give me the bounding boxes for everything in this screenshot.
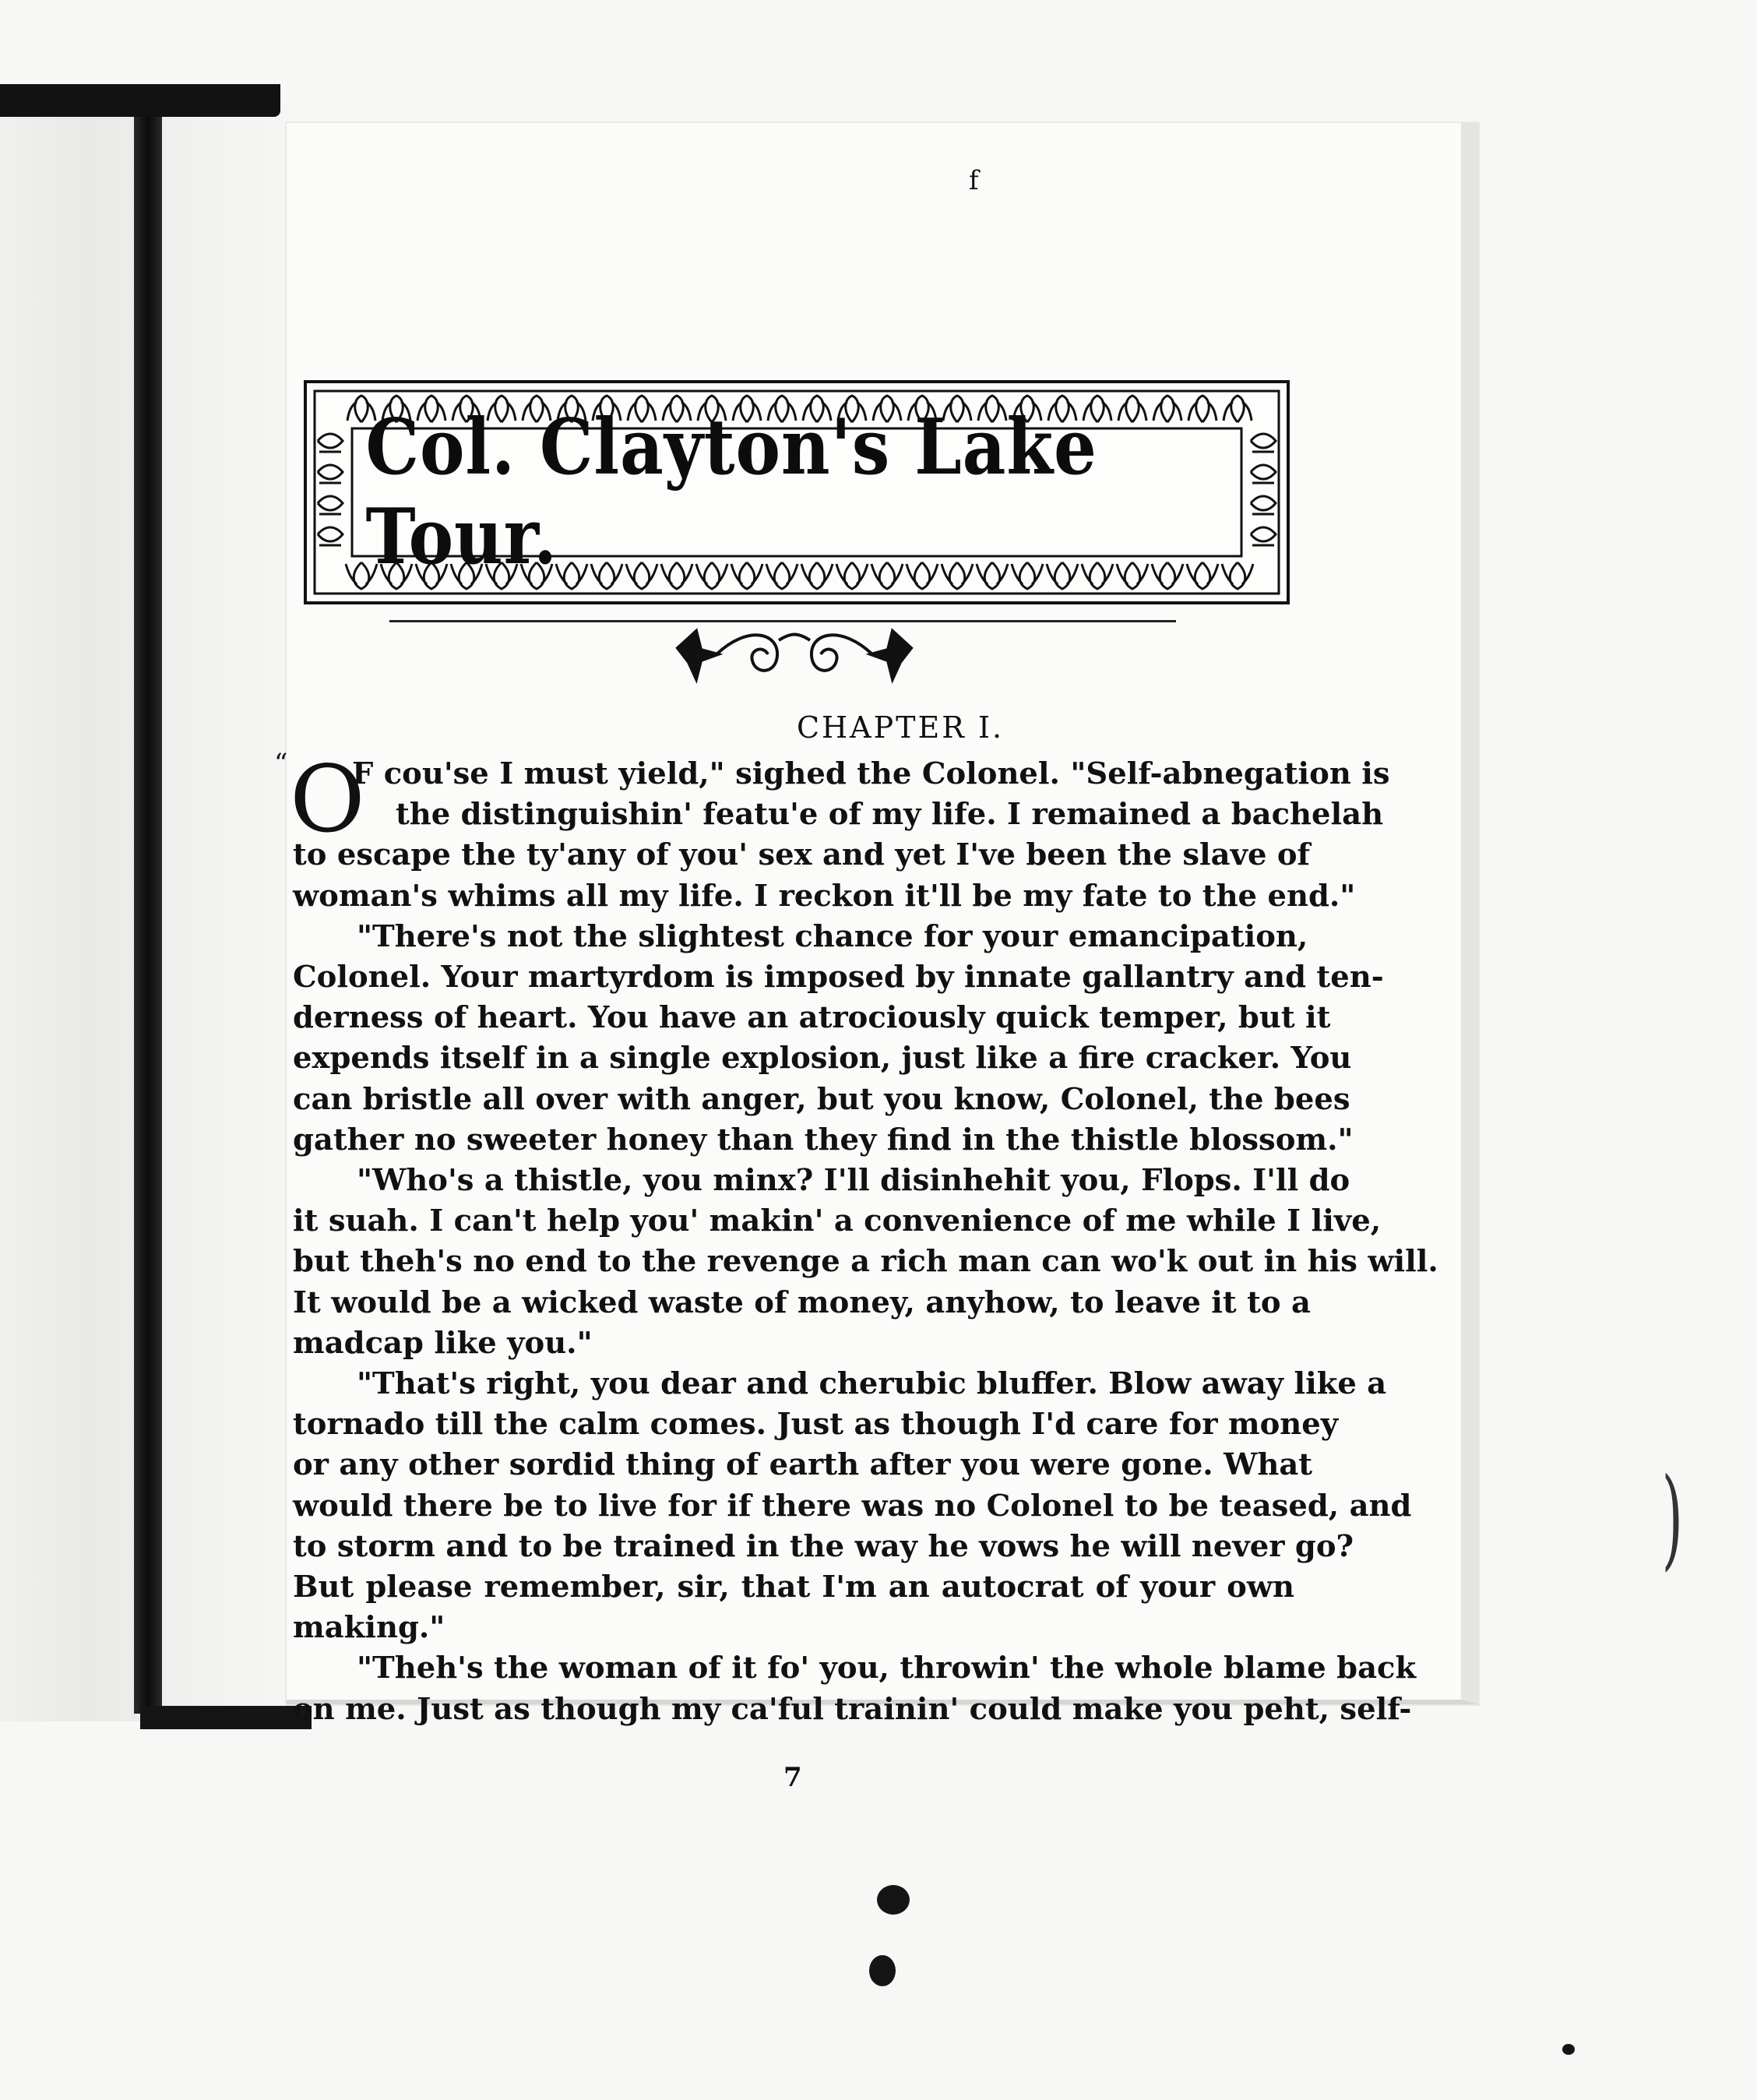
text-line: Colonel. Your martyrdom is imposed by innate gallantry and ten- bbox=[293, 960, 1384, 995]
text-line: tornado till the calm comes. Just as though I'd care for money bbox=[293, 1407, 1339, 1443]
text-line: F cou'se I must yield," sighed the Colonel. "Self-abnegation is bbox=[352, 756, 1390, 791]
text-line: on me. Just as though my ca'ful trainin' could make you peht, self- bbox=[293, 1691, 1412, 1727]
text-line: it suah. I can't help you' makin' a convenience of me while I live, bbox=[293, 1203, 1382, 1239]
title-banner bbox=[304, 380, 1290, 604]
text-line: to storm and to be trained in the way he vows he will never go? bbox=[293, 1528, 1354, 1564]
opening-quote: “ bbox=[274, 748, 288, 779]
text-line: can bristle all over with anger, but you know, Colonel, the bees bbox=[293, 1081, 1350, 1117]
text-line: It would be a wicked waste of money, anyhow, to leave it to a bbox=[293, 1284, 1311, 1320]
chapter-heading: CHAPTER I. bbox=[796, 710, 1005, 745]
ink-blot bbox=[1562, 2044, 1575, 2055]
binding-edge-bottom bbox=[140, 1706, 312, 1729]
text-line: expends itself in a single explosion, just like a fire cracker. You bbox=[293, 1041, 1352, 1076]
top-mark: f bbox=[969, 165, 979, 196]
binding-edge-top bbox=[0, 84, 280, 117]
text-line: madcap like you." bbox=[293, 1325, 593, 1361]
text-line: to escape the ty'any of you' sex and yet I've been the slave of bbox=[293, 837, 1311, 873]
banner-title: Col. Clayton's Lake Tour. bbox=[365, 403, 1097, 582]
text-line: derness of heart. You have an atrociously quick temper, but it bbox=[293, 1000, 1331, 1036]
text-line: making." bbox=[293, 1610, 445, 1646]
ink-blot bbox=[877, 1885, 910, 1915]
text-line: "There's not the slightest chance for your emancipation, bbox=[357, 918, 1308, 954]
text-line: woman's whims all my life. I reckon it'll be my fate to the end." bbox=[293, 878, 1356, 914]
page-number: 7 bbox=[783, 1762, 802, 1793]
text-line: but theh's no end to the revenge a rich man can wo'k out in his will. bbox=[293, 1244, 1438, 1280]
text-line: the distinguishin' featu'e of my life. I remained a bachelah bbox=[396, 797, 1384, 833]
margin-mark: ) bbox=[1661, 1455, 1683, 1582]
text-line: or any other sordid thing of earth after you were gone. What bbox=[293, 1447, 1313, 1483]
ink-blot bbox=[869, 1955, 896, 1986]
text-line: "That's right, you dear and cherubic bluffer. Blow away like a bbox=[357, 1366, 1387, 1402]
drop-cap: O bbox=[290, 745, 365, 853]
binding-spine bbox=[134, 117, 162, 1714]
flourish-ornament-icon bbox=[646, 609, 942, 687]
text-line: "Theh's the woman of it fo' you, throwin' the whole blame back bbox=[357, 1651, 1417, 1686]
text-line: But please remember, sir, that I'm an autocrat of your own bbox=[293, 1570, 1294, 1605]
text-line: gather no sweeter honey than they find in the thistle blossom." bbox=[293, 1122, 1354, 1157]
text-line: would there be to live for if there was no Colonel to be teased, and bbox=[293, 1488, 1412, 1524]
body-text bbox=[293, 754, 1438, 1730]
text-line: "Who's a thistle, you minx? I'll disinhehit you, Flops. I'll do bbox=[357, 1163, 1350, 1199]
